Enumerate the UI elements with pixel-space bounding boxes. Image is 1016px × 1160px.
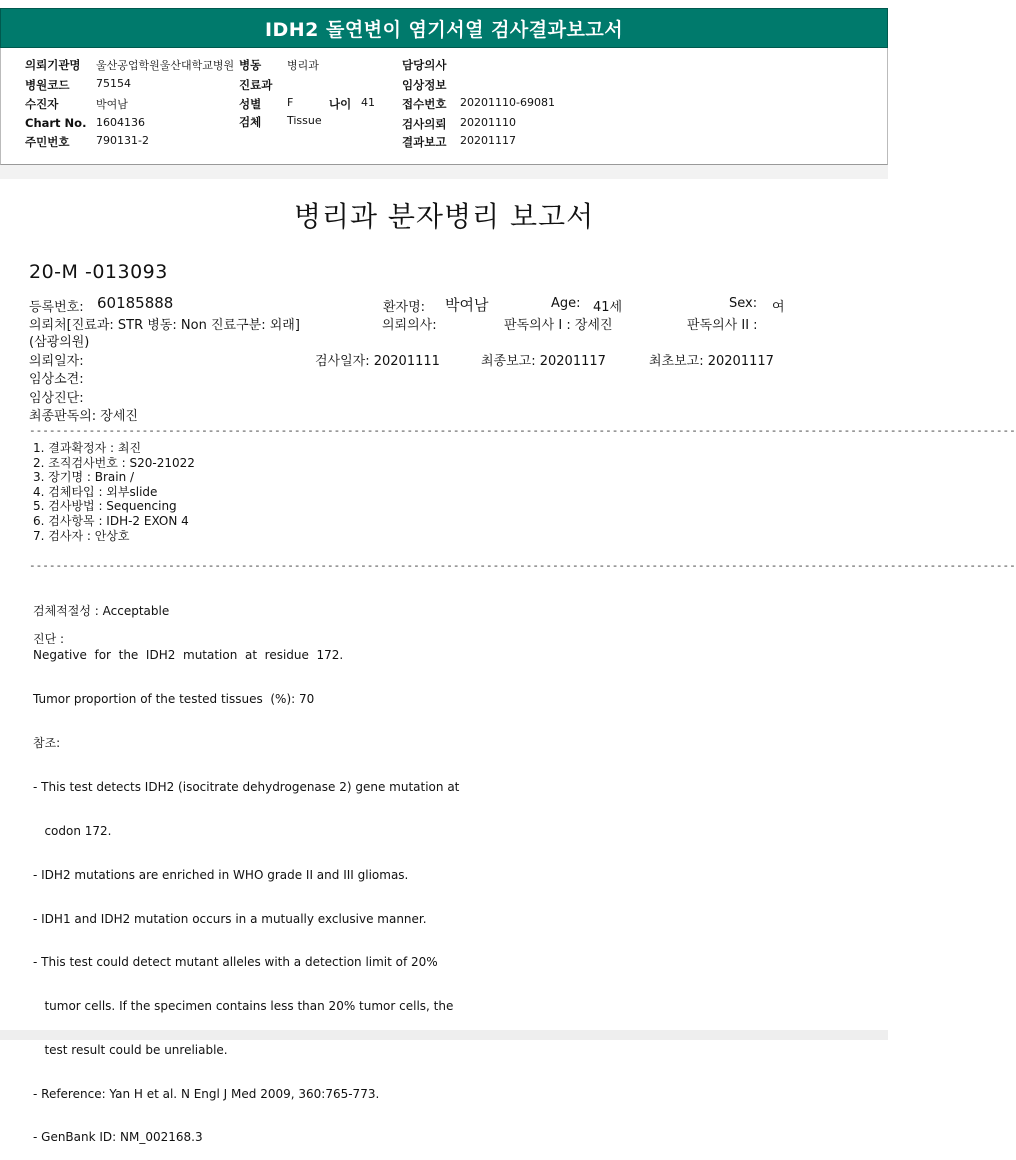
request-dept: 의뢰처[진료과: STR 병동: Non 진료구분: 외래] — [29, 318, 300, 333]
list-item: 3. 장기명 : Brain / — [33, 470, 135, 485]
clinic-name: (삼광의원) — [29, 335, 90, 350]
result-value: 20201117 — [460, 134, 516, 147]
sex-value-2: 여 — [772, 300, 785, 315]
hospcode-value: 75154 — [96, 77, 131, 90]
age-value: 41 — [361, 96, 375, 109]
top-margin — [0, 0, 888, 8]
list-item: 2. 조직검사번호 : S20-21022 — [33, 455, 195, 470]
age-label: 나이 — [329, 97, 352, 111]
report-title-bar: IDH2 돌연변이 염기서열 검사결과보고서 — [0, 8, 888, 48]
hospital-label: 의뢰기관명 — [25, 58, 81, 72]
request-date-label: 의뢰일자: — [29, 354, 84, 369]
list-item: 4. 검체타입 : 외부slide — [33, 484, 158, 499]
ward-value: 병리과 — [287, 59, 319, 72]
request-label: 검사의뢰 — [402, 117, 447, 131]
reference-notes — [33, 751, 459, 1160]
reference-line: codon 172. — [33, 823, 112, 838]
dashed-separator-1: ----------------------------------------------------------------------------------------------------------------------------------------------------- — [29, 424, 1016, 437]
sex-label-2: Sex: — [729, 296, 758, 311]
reference-line: tumor cells. If the specimen contains less than 20% tumor cells, the — [33, 999, 454, 1014]
doctor-label: 담당의사 — [402, 58, 447, 72]
reference-line: - IDH2 mutations are enriched in WHO grade II and III gliomas. — [33, 867, 409, 882]
clinical-findings: 임상소견: — [29, 372, 84, 387]
rrn-value: 790131-2 — [96, 134, 149, 147]
report-number: 20-M -013093 — [29, 261, 168, 283]
dashed-separator-2: ----------------------------------------------------------------------------------------------------------------------------------------------------- — [29, 559, 1016, 572]
reader-1: 판독의사 I : 장세진 — [504, 318, 613, 333]
hospital-value: 울산공업학원울산대학교병원 — [96, 59, 235, 72]
bottom-margin — [0, 1030, 888, 1040]
result-label: 결과보고 — [402, 135, 447, 149]
reg-label: 등록번호: — [29, 300, 84, 315]
reference-label: 참조: — [33, 736, 61, 750]
specimen-value: Tissue — [287, 114, 322, 127]
reference-line: test result could be unreliable. — [33, 1042, 228, 1057]
exam-items — [33, 441, 195, 543]
sex-label: 성별 — [239, 97, 262, 111]
chart-value: 1604136 — [96, 116, 145, 129]
patient-value: 박여남 — [445, 296, 489, 314]
diagnosis-label: 진단 : — [33, 632, 65, 646]
reader-2: 판독의사 II : — [687, 318, 758, 333]
list-item: 6. 검사항목 : IDH-2 EXON 4 — [33, 513, 189, 528]
final-reader: 최종판독의: 장세진 — [29, 409, 138, 424]
list-item: 5. 검사방법 : Sequencing — [33, 499, 177, 514]
receiver-value: 박여남 — [96, 98, 128, 111]
clinical-info-label: 임상정보 — [402, 78, 447, 92]
reference-line: - This test could detect mutant alleles with a detection limit of 20% — [33, 955, 438, 970]
patient-info-header — [0, 48, 888, 165]
dept-label: 진료과 — [239, 78, 273, 92]
receiver-label: 수진자 — [25, 97, 59, 111]
diagnosis-text: Negative for the IDH2 mutation at residue 172. — [33, 648, 344, 662]
reference-line: - GenBank ID: NM_002168.3 — [33, 1130, 203, 1145]
list-item: 1. 결과확정자 : 최진 — [33, 441, 142, 455]
request-value: 20201110 — [460, 116, 516, 129]
rrn-label: 주민번호 — [25, 135, 70, 149]
section-divider — [0, 165, 888, 179]
receipt-value: 20201110-69081 — [460, 96, 555, 109]
request-doctor: 의뢰의사: — [382, 318, 437, 333]
ward-label: 병동 — [239, 58, 262, 72]
receipt-label: 접수번호 — [402, 97, 447, 111]
reference-line: - IDH1 and IDH2 mutation occurs in a mutually exclusive manner. — [33, 911, 427, 926]
age-value-2: 41세 — [593, 300, 623, 315]
age-label-2: Age: — [551, 296, 581, 311]
final-report-date: 최종보고: 20201117 — [481, 354, 606, 369]
list-item: 7. 검사자 : 안상호 — [33, 528, 130, 543]
reg-value: 60185888 — [97, 294, 174, 312]
tumor-proportion: Tumor proportion of the tested tissues (%): 70 — [33, 692, 315, 706]
sex-value: F — [287, 96, 294, 109]
reference-line: - Reference: Yan H et al. N Engl J Med 2009, 360:765-773. — [33, 1086, 380, 1101]
specimen-adequacy: 검체적절성 : Acceptable — [33, 604, 170, 618]
exam-date: 검사일자: 20201111 — [315, 354, 440, 369]
first-report-date: 최초보고: 20201117 — [649, 354, 774, 369]
hospcode-label: 병원코드 — [25, 78, 70, 92]
reference-line: - This test detects IDH2 (isocitrate dehydrogenase 2) gene mutation at — [33, 780, 460, 795]
clinical-diagnosis: 임상진단: — [29, 391, 84, 406]
chart-label: Chart No. — [25, 116, 87, 130]
report-title: 병리과 분자병리 보고서 — [293, 200, 595, 233]
specimen-label: 검체 — [239, 115, 262, 129]
patient-label: 환자명: — [383, 300, 426, 315]
